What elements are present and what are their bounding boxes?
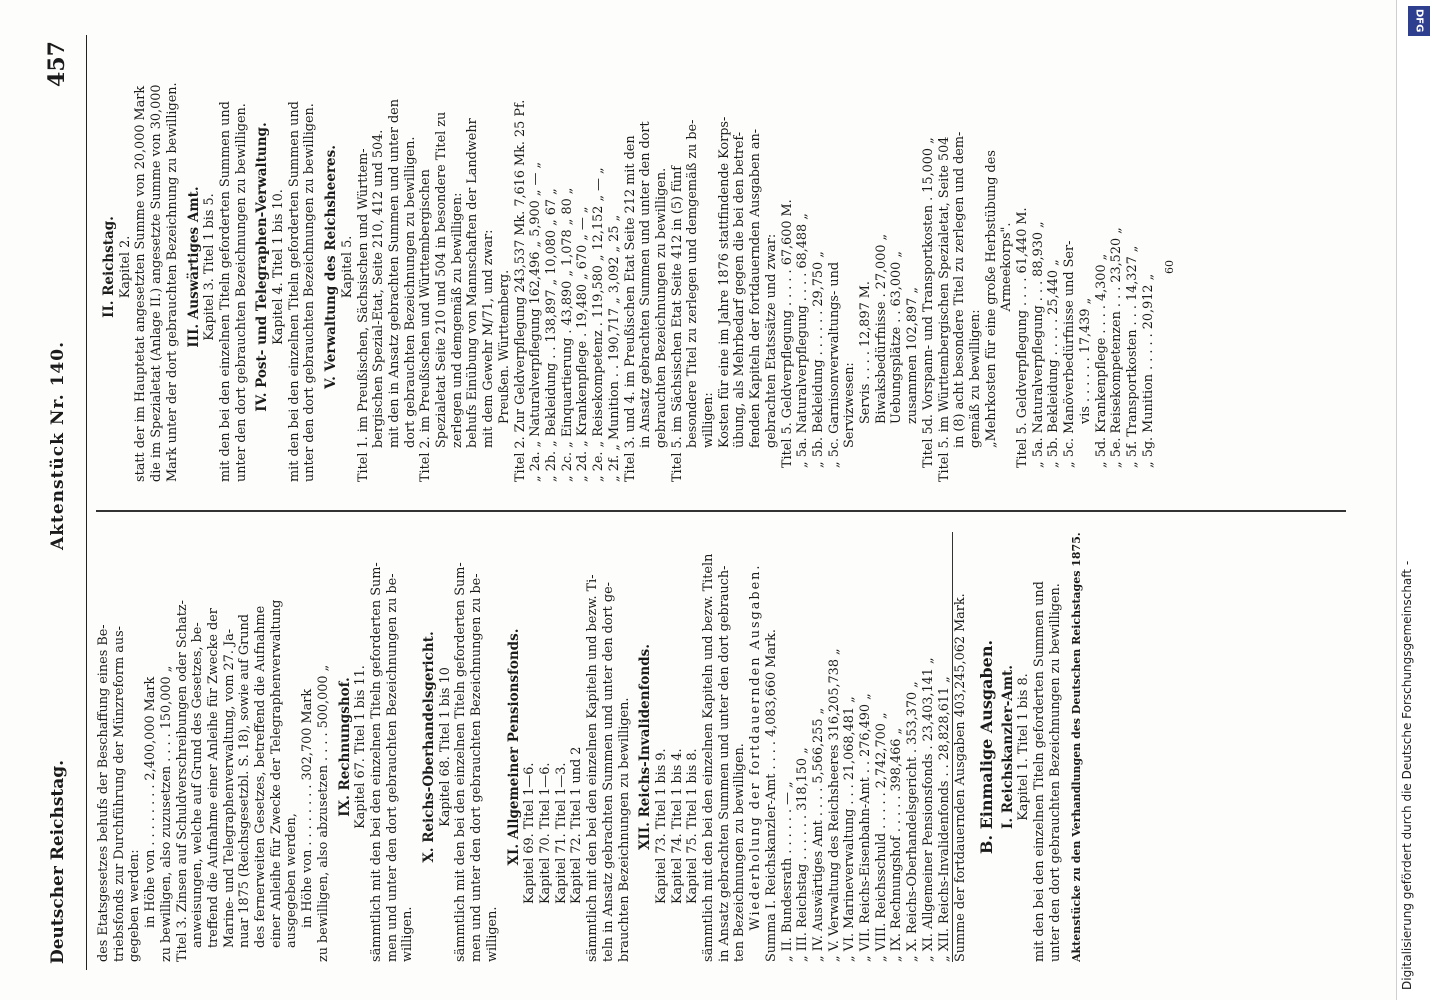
col1-line: Kapitel 71. Titel 1—3. — [553, 762, 569, 904]
col1-line: „ XI. Allgemeiner Pensionsfonds . 23,403,141 „ — [920, 657, 936, 962]
col2-line: Titel 2. Zur Geldverpflegung 243,537 Mk. 7,616 Mk. 25 Pf. — [512, 99, 528, 482]
col1-line: Kapitel 75. Titel 1 bis 8. — [685, 748, 701, 904]
col2-line: bergischen Spezial-Etat, Seite 210, 412 und 504. — [371, 129, 387, 448]
col2-line: Titel 1. im Preußischen, Sächsischen und Württem- — [355, 148, 371, 482]
col2-line: „ 5c. Manöverbedürfnisse und Ser- — [1062, 240, 1078, 468]
col1-line: Aktenstücke zu den Verhandlungen des Deutschen Reichstages 1875. — [1070, 532, 1084, 962]
col1-line: einer Anleihe für Zwecke der Telegraphenverwaltung — [268, 599, 284, 948]
col1-line: B. Einmalige Ausgaben. — [976, 639, 996, 855]
col2-line: „ 5b. Bekleidung . . . . . . 29,750 „ — [810, 251, 826, 468]
col2-line: Titel 5. im Württembergischen Spezialetat, Seite 504 — [936, 136, 952, 482]
col2-line: Uebungsplätze . . 63,000 „ — [889, 251, 905, 424]
col2-line: gemäß zu bewilligen: — [967, 309, 983, 448]
col2-line: mit dem Gewehr M/71, und zwar: — [481, 229, 497, 448]
col2-line: Titel 5. im Sächsischen Etat Seite 412 in (5) fünf — [669, 166, 685, 482]
col2-line: fenden Kapiteln der fortdauernden Ausgaben an- — [748, 128, 764, 448]
col2-line: III. Auswärtiges Amt. — [185, 186, 202, 348]
col1-line: „ IX. Rechnungshof . . . . . 398,466 „ — [889, 727, 905, 962]
col1-line: „ XII. Reichs-Invalidenfonds . . 28,828,611 „ — [936, 676, 952, 962]
col1-line: mit den bei den einzelnen Titeln geforderten Summen und — [1032, 581, 1048, 962]
col1-line: in Höhe von . . . . . . . . 2,400,000 Mark — [143, 676, 159, 928]
col2-line: mit den bei den einzelnen Titeln geforderten Summen und — [286, 101, 302, 482]
col2-line: dort gebrauchten Bezeichnungen zu bewilligen. — [402, 136, 418, 448]
page-number: 457 — [44, 41, 70, 87]
col1-line: sämmtlich mit den bei den einzelnen Titeln geforderten Sum- — [453, 562, 469, 962]
col1-line: Kapitel 70. Titel 1—6. — [537, 762, 553, 904]
digitization-credit: Digitalisierung gefördert durch die Deutsche Forschungsgemeinschaft - — [1400, 560, 1414, 990]
col1-line: Kapitel 68. Titel 1 bis 10 — [437, 667, 453, 827]
col1-line: Summa I. Reichskanzler-Amt . . . . 4,083,660 Mark. — [763, 629, 779, 962]
col2-line: „ 5f. Transportkosten . . . 14,327 „ — [1125, 245, 1140, 468]
column-divider — [96, 511, 1346, 513]
col1-line: „ IV. Auswärtiges Amt . . . . 5,566,255 „ — [810, 707, 826, 962]
col2-line: IV. Post- und Telegraphen-Verwaltung. — [254, 122, 271, 412]
col1-line: XII. Reichs-Invalidenfonds. — [637, 644, 654, 850]
col1-line: men und unter den dort gebrauchten Bezeichnungen zu be- — [384, 573, 400, 962]
col2-line: besondere Titel zu zerlegen und demgemäß zu be- — [685, 119, 701, 448]
col2-line: Kapitel 3. Titel 1 bis 5. — [202, 193, 218, 341]
col2-line: „ 2e. „ Reisekompetenz . 119,580 „ 12,152 „ — „ — [591, 167, 607, 482]
header-document-number: Aktenstück Nr. 140. — [48, 340, 68, 550]
col2-line: gebrachten Etatssätze und zwar: — [763, 233, 779, 448]
col1-line: teln in Ansatz gebrachten Summen und unter den dort ge- — [600, 582, 616, 962]
col2-line: Biwaksbedürfnisse . 27,000 „ — [873, 233, 889, 424]
col2-line: „ 2f. „ Munition . . 190,717 „ 3,092 „ 25 „ — [606, 214, 622, 482]
col1-line: nuar 1875 (Reichsgesetzbl. S. 18), sowie auf Grund — [237, 614, 253, 948]
col1-line: Kapitel 73. Titel 1 bis 9. — [653, 748, 669, 904]
col1-line: „ V. Verwaltung des Reichsheeres 316,205,738 „ — [826, 648, 842, 962]
col2-line: „ 5b. Bekleidung . . . . . 25,440 „ — [1046, 259, 1062, 468]
col2-line: Preußen. Württemberg. — [496, 269, 512, 424]
col1-line: X. Reichs-Oberhandelsgericht. — [421, 631, 438, 863]
col2-line: gebrauchten Bezeichnungen zu bewilligen. — [653, 167, 669, 448]
col2-line: II. Reichstag. — [101, 216, 117, 318]
col1-line: ausgegeben werden, — [284, 813, 300, 948]
col1-line: „ II. Bundesrath . . . . . . — „ — [779, 781, 795, 962]
col2-line: „ 5g. Munition . . . . . 20,912 „ — [1140, 273, 1156, 468]
col2-line: unter den dort gebrauchten Bezeichnungen zu bewilligen. — [233, 103, 249, 482]
rotated-document-page — [38, 35, 1368, 970]
col1-line: des Etatsgesetzes behufs der Beschaffung eines Be- — [96, 624, 111, 962]
col1-line: Wiederholung der fortdauernden Ausgaben. — [748, 563, 764, 931]
header-left: Deutscher Reichstag. — [48, 759, 68, 964]
col2-line: Mark unter der dort gebrauchten Bezeichnung zu bewilligen. — [164, 82, 180, 482]
col1-line: brauchten Bezeichnungen zu bewilligen. — [616, 697, 632, 962]
col1-line: in Höhe von . . . . . . . . 302,700 Mark — [300, 688, 316, 928]
col1-line: men und unter den dort gebrauchten Bezeichnungen zu be- — [469, 573, 485, 962]
col2-line: in (8) acht besondere Titel zu zerlegen und dem- — [952, 131, 968, 448]
col1-line: Kapitel 67. Titel 1 bis 11. — [353, 665, 369, 829]
col1-line: „ VIII. Reichsschuld . . . . . 2,742,700 „ — [873, 712, 889, 962]
col2-line: „ 5c. Garnisonverwaltungs- und — [826, 261, 842, 468]
col2-line: Spezialetat Seite 210 und 504 in besondere Titel zu — [434, 111, 450, 448]
col1-line: des fernerweiten Gesetzes, betreffend die Aufnahme — [253, 605, 269, 948]
col2-line: Kosten für eine im Jahre 1876 stattfindende Korps- — [716, 116, 732, 448]
col2-line: mit den bei den einzelnen Titeln geforderten Summen und — [217, 101, 233, 482]
col1-line: Titel 3. Zinsen auf Schuldverschreibungen oder Schatz- — [174, 600, 190, 962]
right-text-column — [96, 52, 1356, 482]
col1-line: Kapitel 1. Titel 1 bis 8. — [1016, 673, 1032, 821]
col1-line: gegeben werden: — [127, 849, 143, 962]
col2-line: „ 2b. „ Bekleidung . . 138,897 „ 10,080 „ 67 „ — [543, 188, 559, 482]
col1-line: IX. Rechnungshof. — [336, 677, 353, 817]
left-text-column — [96, 532, 1356, 962]
col2-line: „Mehrkosten für eine große Herbstübung des — [983, 150, 999, 448]
col1-line: triebsfonds zur Durchführung der Münzreform aus- — [111, 626, 127, 962]
col2-line: in Ansatz gebrachten Summen und unter den dort — [638, 121, 654, 448]
col2-line: Titel 5d. Vorspann- und Transportkosten . 15,000 „ — [920, 137, 936, 468]
col1-line: unter den dort gebrauchten Bezeichnungen zu bewilligen. — [1047, 583, 1063, 962]
col1-line: Marine- und Telegraphenverwaltung, vom 27. Ja- — [221, 628, 237, 948]
col2-line: behufs Einübung von Mannschaften der Landwehr — [465, 118, 481, 448]
col2-line: Servizwesen: — [842, 362, 858, 448]
page-header — [38, 35, 87, 970]
col2-line: „ 2a. „ Naturalverpflegung 162,496 „ 5,900 „ — „ — [528, 161, 544, 482]
col1-line: sämmtlich mit den bei den einzelnen Kapiteln und bezw. Titeln — [701, 553, 717, 962]
col2-line: zerlegen und demgemäß zu bewilligen: — [449, 192, 465, 448]
col2-line: Titel 3. und 4. im Preußischen Etat Seite 212 mit den — [622, 135, 638, 482]
col1-line: Kapitel 69. Titel 1—6. — [522, 762, 538, 904]
col1-line: treffend die Aufnahme einer Anleihe für Zwecke der — [205, 608, 221, 948]
col1-line: willigen. — [400, 906, 416, 962]
col2-line: statt der im Hauptetat angesetzten Summe von 20,000 Mark — [133, 85, 149, 482]
col2-line: mit den in Ansatz gebrachten Summen und unter den — [386, 99, 402, 448]
col2-line: unter den dort gebrauchten Bezeichnungen zu bewilligen. — [302, 103, 318, 482]
dfg-logo: DFG — [1408, 6, 1430, 36]
col1-line: I. Reichskanzler-Amt. — [999, 665, 1016, 829]
col2-line: Kapitel 2. — [117, 235, 133, 299]
col2-line: Titel 2. im Preußischen und Württembergischen — [418, 169, 434, 482]
col1-line: ten Bezeichnungen zu bewilligen. — [732, 743, 748, 962]
col1-line: Kapitel 72. Titel 1 und 2 — [569, 746, 585, 904]
col2-line: Titel 5. Geldverpflegung . . . . . 67,600 M. — [779, 199, 795, 468]
col2-line: „ 2c. „ Einquartierung . 43,890 „ 1,078 „ 80 „ — [559, 187, 575, 482]
col1-line: zu bewilligen, also zuzusetzen . . . . 150,000 „ — [158, 665, 174, 962]
col2-line: V. Verwaltung des Reichsheeres. — [323, 145, 340, 389]
col2-line: willigen: — [701, 392, 717, 448]
col2-line: Kapitel 5. — [339, 235, 355, 299]
col2-line: vis . . . . . . 17,439 „ — [1077, 297, 1093, 424]
col2-line: Titel 5. Geldverpflegung . . . . 61,440 M. — [1015, 207, 1031, 468]
col2-line: die im Spezialetat (Anlage II.) angesetzte Summe von 30,000 — [149, 84, 165, 482]
col1-line: „ X. Reichs-Oberhandelsgericht . 353,370 „ — [905, 681, 921, 962]
col2-line: „ 5a. Naturalverpflegung . . . . 68,488 „ — [795, 213, 811, 468]
col2-line: Armeekorps". — [999, 222, 1015, 312]
col1-line: Kapitel 74. Titel 1 bis 4. — [669, 748, 685, 904]
col1-line: sämmtlich mit den bei den einzelnen Titeln geforderten Sum- — [368, 562, 384, 962]
col1-line: in Ansatz gebrachten Summen und unter den dort gebrauch- — [716, 565, 732, 962]
col1-line: „ VI. Marineverwaltung . . . 21,068,481 „ — [842, 696, 858, 962]
col2-line: „ 5e. Reisekompetenzen . . . 23,520 „ — [1109, 227, 1125, 468]
col2-line: übung, als Mehrbedarf gegen die bei den betref- — [732, 131, 748, 448]
col1-line: XI. Allgemeiner Pensionsfonds. — [505, 628, 522, 866]
col2-line: Servis . . . . 12,897 M. — [858, 281, 874, 424]
col2-line: zusammen 102,897 „ — [905, 287, 921, 424]
col1-line: willigen. — [484, 906, 500, 962]
col2-line: „ 2d. „ Krankenpflege . 19,480 „ 670 „ — „ — [575, 206, 591, 482]
col1-line: Summe der fortdauernden Ausgaben 403,245,062 Mark. — [952, 532, 969, 962]
col1-line: sämmtlich mit den bei den einzelnen Kapiteln und bezw. Ti- — [585, 574, 601, 962]
col1-line: „ VII. Reichs-Eisenbahn-Amt . . 276,490 „ — [858, 693, 874, 962]
col1-line: „ III. Reichstag . . . . . . 318,150 „ — [795, 747, 811, 962]
col2-line: „ 5a. Naturalverpflegung . . . 88,930 „ — [1030, 221, 1046, 468]
col2-line: „ 5d. Krankenpflege . . . . 4,300 „ — [1093, 253, 1109, 468]
col1-line: anweisungen, welche auf Grund des Gesetzes, be- — [190, 622, 206, 948]
col1-line: zu bewilligen, also abzusetzen . . . . 500,000 „ — [315, 664, 331, 962]
col2-line: 60 — [1163, 260, 1177, 274]
col2-line: Kapitel 4. Titel 1 bis 10. — [271, 189, 287, 345]
